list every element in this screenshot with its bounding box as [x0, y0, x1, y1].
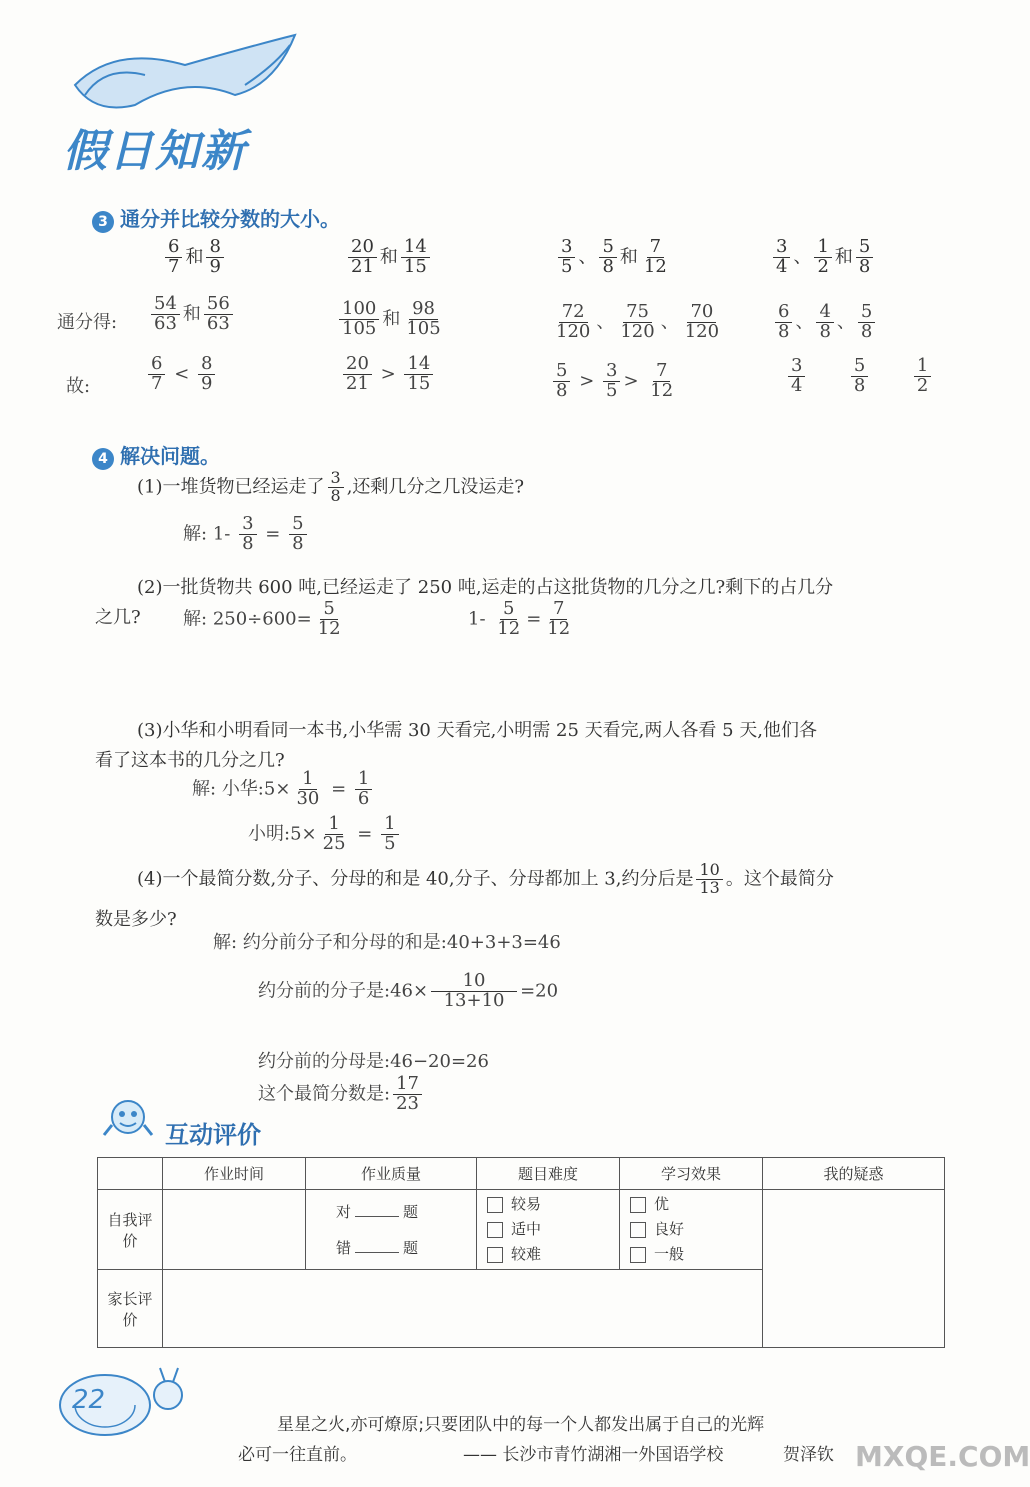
- self-quality-cell[interactable]: 对 题 错 题: [306, 1190, 477, 1270]
- self-difficulty-cell: [477, 1190, 620, 1270]
- q4-text-line2: 数是多少?: [95, 909, 177, 930]
- tongfen-1: $\frac{54}{63}$ 和 $\frac{56}{63}$: [148, 295, 236, 334]
- q4-answer-s4: 这个最简分数是: $\frac{17}{23}$: [258, 1075, 425, 1114]
- section4-title-text: 解决问题。: [120, 444, 220, 468]
- q3-text-line2: 看了这本书的几分之几?: [95, 750, 285, 771]
- self-effect-cell: [620, 1190, 763, 1270]
- checkbox-excellent[interactable]: 优: [630, 1192, 761, 1217]
- gu-1: $\frac{6}{7}$ < $\frac{8}{9}$: [145, 355, 218, 394]
- q4-text-line1: (4)一个最简分数,分子、分母的和是 40,分子、分母都加上 3,约分后是 $\frac{10}{13}$ 。这个最简分: [137, 860, 834, 897]
- q4-answer-s1: 解: 约分前分子和分母的和是:40+3+3=46: [213, 932, 561, 953]
- q3-answer-xiaoming: 小明:5× $\frac{1}{25}$ = $\frac{1}{5}$: [248, 815, 402, 854]
- q2-text-line2: 之几?: [95, 607, 141, 628]
- header-difficulty: 题目难度: [477, 1158, 620, 1190]
- header-questions: 我的疑惑: [763, 1158, 945, 1190]
- header-quality: 作业质量: [306, 1158, 477, 1190]
- section3-title: [92, 203, 340, 233]
- checkbox-average[interactable]: 一般: [630, 1242, 761, 1267]
- q2-text-line1: (2)一批货物共 600 吨,已经运走了 250 吨,运走的占这批货物的几分之几?剩下的占几分: [137, 577, 834, 598]
- gu-3: $\frac{5}{8}$ > $\frac{3}{5}$ > $\frac{7}{12}$: [550, 362, 679, 401]
- evaluation-title: 互动评价: [165, 1121, 261, 1149]
- self-eval-label: 自我评价: [98, 1190, 163, 1270]
- watermark: MXQE.COM: [855, 1440, 1030, 1473]
- problem-2: $\frac{20}{21}$ 和 $\frac{14}{15}$: [345, 238, 433, 277]
- author: 贺泽钦: [783, 1445, 834, 1465]
- problem-1: $\frac{6}{7}$ 和 $\frac{8}{9}$: [162, 238, 227, 277]
- tongfen-3: $\frac{72}{120}$ 、 $\frac{75}{120}$ 、 $\frac{70}{120}$: [556, 301, 720, 342]
- logo-title: 假日知新: [63, 126, 247, 177]
- attribution: —— 长沙市青竹湖湘一外国语学校: [463, 1445, 724, 1465]
- self-time-cell[interactable]: [163, 1190, 306, 1270]
- section-number-badge: 4: [92, 448, 114, 470]
- quote-line1: 星星之火,亦可燎原;只要团队中的每一个人都发出属于自己的光辉: [277, 1415, 765, 1435]
- checkbox-easy[interactable]: 较易: [487, 1192, 618, 1217]
- tongfen-4: $\frac{6}{8}$ 、 $\frac{4}{8}$ 、 $\frac{5}{8}$: [772, 303, 878, 342]
- q1-answer: 解: 1- $\frac{3}{8}$ = $\frac{5}{8}$: [183, 515, 310, 554]
- q4-answer-s2: 约分前的分子是:46× $\frac{10}{13+10}$ =20: [258, 970, 559, 1011]
- checkbox-medium[interactable]: 适中: [487, 1217, 618, 1242]
- parent-eval-label: 家长评价: [98, 1270, 163, 1348]
- section4-title: [92, 440, 220, 470]
- gu-4: $\frac{3}{4}$ $\frac{5}{8}$ $\frac{1}{2}$: [785, 357, 965, 396]
- gu-2: $\frac{20}{21}$ > $\frac{14}{15}$: [340, 355, 436, 394]
- quote-line2: 必可一往直前。: [238, 1445, 357, 1465]
- mascot-icon: [100, 1095, 160, 1149]
- questions-cell[interactable]: [763, 1190, 945, 1348]
- evaluation-table: [97, 1157, 945, 1348]
- checkbox-good[interactable]: 良好: [630, 1217, 761, 1242]
- problem-4: $\frac{3}{4}$ 、 $\frac{1}{2}$ 和 $\frac{5}{8}$: [770, 238, 876, 277]
- tongfen-2: $\frac{100}{105}$ 和 $\frac{98}{105}$: [336, 300, 447, 339]
- header-logo: [55, 25, 315, 185]
- gu-label: 故:: [66, 376, 91, 397]
- q2-answer-2: 1- $\frac{5}{12}$ = $\frac{7}{12}$: [468, 598, 571, 639]
- q2-answer-1: 解: 250÷600= $\frac{5}{12}$: [183, 598, 341, 639]
- q4-answer-s3: 约分前的分母是:46−20=26: [258, 1051, 489, 1072]
- header-effect: 学习效果: [620, 1158, 763, 1190]
- q3-answer-xiaohua: 解: 小华:5× $\frac{1}{30}$ = $\frac{1}{6}$: [192, 770, 375, 809]
- checkbox-hard[interactable]: 较难: [487, 1242, 618, 1267]
- header-time: 作业时间: [163, 1158, 306, 1190]
- q3-text-line1: (3)小华和小明看同一本书,小华需 30 天看完,小明需 25 天看完,两人各看 5 天,他们各: [137, 720, 817, 741]
- parent-eval-cell[interactable]: [163, 1270, 763, 1348]
- section-number-badge: 3: [92, 211, 114, 233]
- tongfen-label: 通分得:: [57, 312, 118, 333]
- page-number: 22: [72, 1385, 106, 1415]
- q1-text: (1)一堆货物已经运走了 $\frac{3}{8}$ ,还剩几分之几没运走?: [137, 468, 525, 505]
- problem-3: $\frac{3}{5}$ 、 $\frac{5}{8}$ 和 $\frac{7}{12}$: [555, 238, 673, 277]
- section3-title-text: 通分并比较分数的大小。: [120, 207, 340, 231]
